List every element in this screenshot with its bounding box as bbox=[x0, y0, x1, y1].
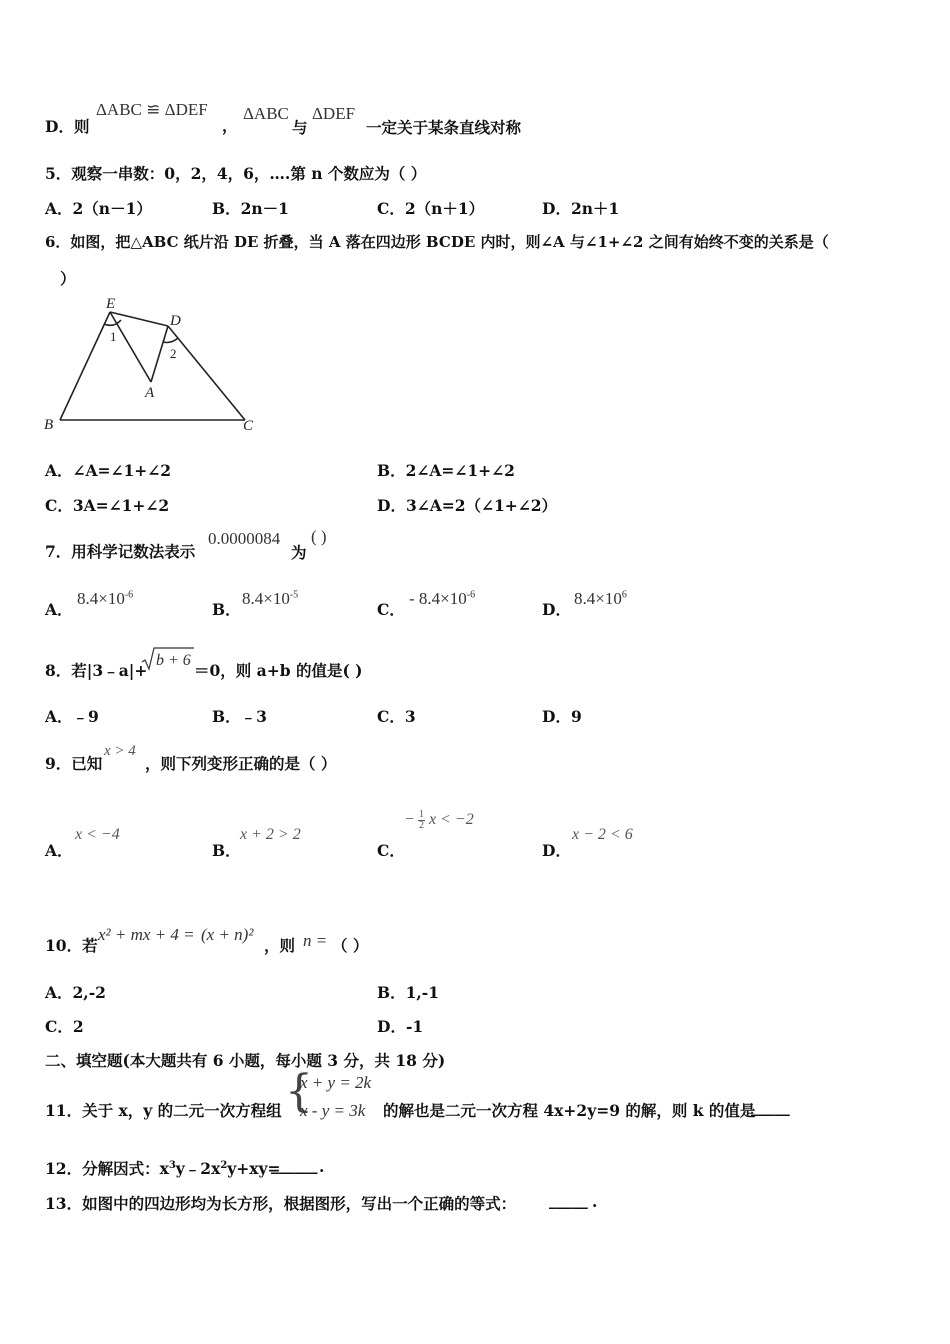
q7-option-d-label: D． bbox=[542, 600, 571, 619]
section-2-heading: 二、填空题(本大题共有 6 小题，每小题 3 分，共 18 分) bbox=[45, 1051, 446, 1070]
label-1: 1 bbox=[110, 329, 117, 344]
q7-option-c bbox=[409, 589, 475, 609]
q9-c-sign: − bbox=[405, 811, 415, 829]
q10-option-a: A．2,-2 bbox=[45, 983, 106, 1002]
q9-option-c bbox=[405, 810, 474, 831]
edge-dc bbox=[168, 326, 245, 420]
q8-option-d: D．9 bbox=[542, 707, 582, 726]
q6-triangle-figure bbox=[40, 292, 270, 442]
q10-option-c: C．2 bbox=[45, 1017, 84, 1036]
q4-option-d bbox=[45, 115, 89, 137]
q4-expr-def: ΔDEF bbox=[312, 104, 356, 123]
q9-c-rest: x < −2 bbox=[429, 811, 474, 829]
q7-a-exp: -6 bbox=[124, 589, 134, 601]
q10-stem-post: （ ） bbox=[332, 936, 369, 955]
q8-stem-post: ＝0，则 a+b 的值是( ) bbox=[194, 661, 363, 680]
q7-option-a-label: A． bbox=[45, 600, 73, 619]
q8-radicand: b + 6 bbox=[156, 652, 191, 669]
q12-end: . bbox=[319, 1157, 325, 1176]
q7-b-base: 8.4×10 bbox=[242, 589, 290, 608]
q11-eq1: x + y = 2k bbox=[300, 1073, 372, 1092]
q9-option-d-label: D． bbox=[542, 841, 571, 860]
q4-expr-abc: ΔABC bbox=[243, 104, 289, 123]
q8-radical bbox=[141, 646, 195, 672]
q7-stem: 7．用科学记数法表示 bbox=[45, 542, 196, 561]
q11-answer-blank[interactable]: _____ bbox=[751, 1097, 790, 1116]
edge-be bbox=[60, 312, 110, 420]
edge-ea bbox=[110, 312, 151, 382]
q7-option-d bbox=[574, 589, 627, 609]
q7-c-base: - 8.4×10 bbox=[409, 589, 467, 608]
q12-stem: 12．分解因式：$x^3y﹣2x^2y+xy=$ bbox=[45, 1159, 281, 1178]
q9-condition: x > 4 bbox=[104, 743, 136, 759]
label-b: B bbox=[44, 417, 54, 433]
q9-option-a: x < −4 bbox=[75, 826, 120, 843]
edge-ed bbox=[110, 312, 168, 326]
q7-paren: ( ) bbox=[311, 527, 327, 546]
q9-c-fraction bbox=[418, 810, 425, 831]
q5-option-d: D．2n＋1 bbox=[542, 199, 620, 218]
q7-after: 为 bbox=[291, 543, 307, 562]
q4-with: 与 bbox=[292, 118, 308, 137]
label-e: E bbox=[106, 296, 116, 312]
q10-lhs: x² + mx + 4 = bbox=[98, 925, 195, 944]
q5-option-c: C．2（n＋1） bbox=[377, 199, 485, 218]
q9-option-b: x + 2 > 2 bbox=[240, 826, 301, 843]
q11-stem-post: 的解也是二元一次方程 4x+2y=9 的解，则 k 的值是 bbox=[383, 1101, 756, 1120]
label-d: D bbox=[170, 313, 181, 329]
q6-stem: 6．如图，把△ABC 纸片沿 DE 折叠，当 A 落在四边形 BCDE 内时，则∠A 与∠1+∠2 之间有始终不变的关系是（ bbox=[45, 233, 829, 251]
q6-stem-close: ） bbox=[60, 269, 76, 288]
q9-option-c-label: C． bbox=[377, 841, 405, 860]
label-c: C bbox=[243, 418, 254, 434]
q6-option-b: B．2∠A=∠1+∠2 bbox=[377, 461, 515, 480]
label-a: A bbox=[145, 385, 155, 401]
q9-option-a-label: A． bbox=[45, 841, 73, 860]
q9-c-num: 1 bbox=[419, 809, 425, 820]
q10-option-d: D．-1 bbox=[377, 1017, 424, 1036]
q10-rhs: (x + n)² bbox=[201, 925, 254, 944]
q10-stem-pre: 10．若 bbox=[45, 936, 98, 955]
q7-b-exp: -5 bbox=[289, 589, 299, 601]
q7-option-b-label: B． bbox=[212, 600, 241, 619]
q8-stem-pre: 8．若|3﹣a|+ bbox=[45, 661, 148, 680]
q6-option-d: D．3∠A=2（∠1+∠2） bbox=[377, 496, 558, 515]
angle-2-arc bbox=[163, 338, 178, 343]
q7-a-base: 8.4×10 bbox=[77, 589, 125, 608]
q7-option-a bbox=[77, 589, 133, 609]
q12-answer-blank[interactable]: ______ bbox=[271, 1155, 318, 1174]
q5-stem: 5．观察一串数：0，2，4，6，….第 n 个数应为（ ） bbox=[45, 164, 427, 183]
q7-d-exp: 6 bbox=[621, 589, 627, 601]
q8-option-b: B．﹣3 bbox=[212, 707, 267, 726]
q11-eq2: x - y = 3k bbox=[300, 1101, 366, 1120]
q4-option-d-label: D．则 bbox=[45, 117, 90, 136]
q11-brace: { bbox=[285, 1066, 313, 1117]
q10-stem-mid: ，则 bbox=[264, 936, 296, 955]
q7-c-exp: -6 bbox=[466, 589, 476, 601]
q9-c-den: 2 bbox=[419, 820, 425, 831]
q13-answer-blank[interactable]: _____ bbox=[549, 1190, 588, 1209]
label-2: 2 bbox=[170, 346, 177, 361]
q11-stem-pre: 11．关于 x，y 的二元一次方程组 bbox=[45, 1101, 282, 1120]
q10-option-b: B．1,-1 bbox=[377, 983, 440, 1002]
q10-var: n = bbox=[303, 931, 328, 950]
q5-option-b: B．2n－1 bbox=[212, 199, 289, 218]
q8-option-c: C．3 bbox=[377, 707, 416, 726]
q9-stem-pre: 9．已知 bbox=[45, 754, 103, 773]
q13-stem: 13．如图中的四边形均为长方形，根据图形，写出一个正确的等式： bbox=[45, 1194, 517, 1213]
q7-number: 0.0000084 bbox=[208, 529, 281, 548]
q4-comma: ， bbox=[222, 116, 238, 135]
q9-stem-post: ，则下列变形正确的是（ ） bbox=[145, 754, 337, 773]
q7-option-c-label: C． bbox=[377, 600, 405, 619]
q9-option-d: x − 2 < 6 bbox=[572, 826, 633, 843]
q6-option-c: C．3A=∠1+∠2 bbox=[45, 496, 170, 515]
q13-end: . bbox=[592, 1192, 598, 1211]
q4-tail: 一定关于某条直线对称 bbox=[366, 118, 522, 137]
q7-d-base: 8.4×10 bbox=[574, 589, 622, 608]
q9-option-b-label: B． bbox=[212, 841, 241, 860]
q5-option-a: A．2（n－1） bbox=[45, 199, 152, 218]
edge-ad bbox=[151, 326, 168, 382]
q7-option-b bbox=[242, 589, 298, 609]
q8-option-a: A．﹣9 bbox=[45, 707, 99, 726]
q4-expr-congruent: ΔABC ≌ ΔDEF bbox=[96, 100, 208, 119]
q6-option-a: A．∠A=∠1+∠2 bbox=[45, 461, 172, 480]
